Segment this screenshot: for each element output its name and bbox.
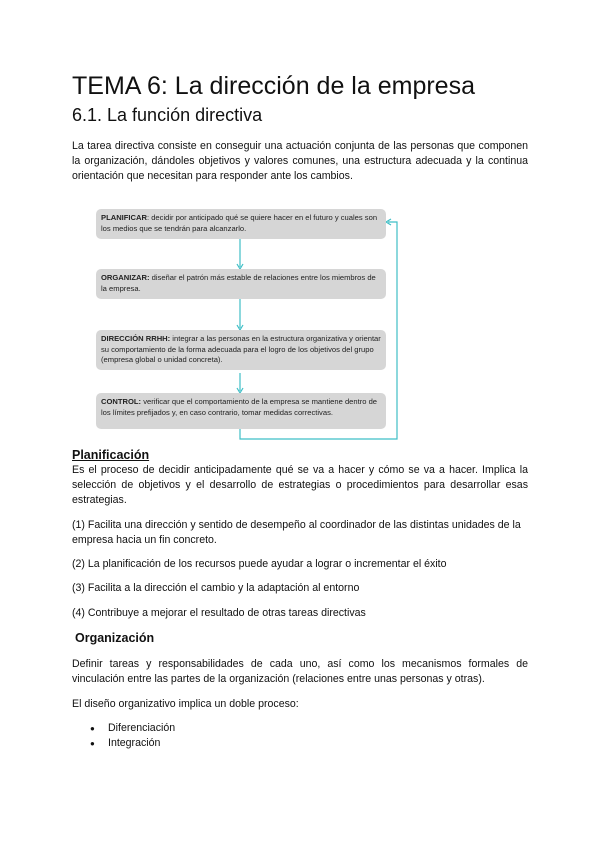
list-item: ● Integración — [90, 736, 175, 751]
diagram-box-control — [96, 393, 386, 429]
planificacion-paragraph: Es el proceso de decidir anticipadamente qué se va a hacer y cómo se va a hacer. Implica la selección de objetivos y el desarrollo de estrategias o procedimientos para desarrollar esas estrategias. — [72, 464, 528, 506]
management-cycle-diagram — [90, 205, 410, 445]
box-text: verificar que el comportamiento de la empresa se mantiene dentro de los límites prefijados y, en caso contrario, tomar medidas correctivas. — [101, 397, 378, 417]
section-title: 6.1. La función directiva — [72, 105, 263, 125]
box-label: ORGANIZAR: — [101, 273, 150, 282]
diagram-box-organizar — [96, 269, 386, 299]
intro-paragraph: La tarea directiva consiste en conseguir una actuación conjunta de las personas que componen la organización, dándoles objetivos y valores comunes, una estructura adecuada y la continua orientación que necesitan para responder ante los cambios. — [72, 140, 528, 182]
diagram-box-direccion — [96, 330, 386, 370]
planificacion-point: (2) La planificación de los recursos puede ayudar a lograr o incrementar el éxito — [72, 558, 447, 570]
planificacion-heading: Planificación — [72, 448, 150, 462]
planificacion-point: (4) Contribuye a mejorar el resultado de otras tareas directivas — [72, 607, 366, 619]
diagram-box-planificar — [96, 209, 386, 239]
box-text: integrar a las personas en la estructura organizativa y orientar su comportamiento de la forma adecuada para el logro de los objetivos del grupo (empresa global o unidad concreta). — [101, 334, 381, 364]
box-label: DIRECCIÓN RRHH: — [101, 334, 171, 343]
organizacion-paragraph: El diseño organizativo implica un doble proceso: — [72, 698, 299, 710]
organizacion-heading: Organización — [75, 631, 155, 645]
box-label: PLANIFICAR — [101, 213, 147, 222]
planificacion-point: (1) Facilita una dirección y sentido de desempeño al coordinador de las distintas unidades de la empresa hacia un fin concreto. — [72, 519, 521, 546]
box-text: : decidir por anticipado qué se quiere hacer en el futuro y cuales son los medios que se tendrán para alcanzarlo. — [101, 213, 378, 233]
organizacion-paragraph: Definir tareas y responsabilidades de cada uno, así como los mecanismos formales de vinculación entre las partes de la organización (relaciones entre unas personas y otras). — [72, 658, 528, 685]
box-text: diseñar el patrón más estable de relaciones entre los miembros de la empresa. — [101, 273, 376, 293]
organizacion-bullet-list — [90, 721, 175, 751]
page-title: TEMA 6: La dirección de la empresa — [72, 72, 475, 100]
box-label: CONTROL: — [101, 397, 142, 406]
planificacion-point: (3) Facilita a la dirección el cambio y la adaptación al entorno — [72, 582, 360, 594]
list-item: ● Diferenciación — [90, 721, 175, 736]
